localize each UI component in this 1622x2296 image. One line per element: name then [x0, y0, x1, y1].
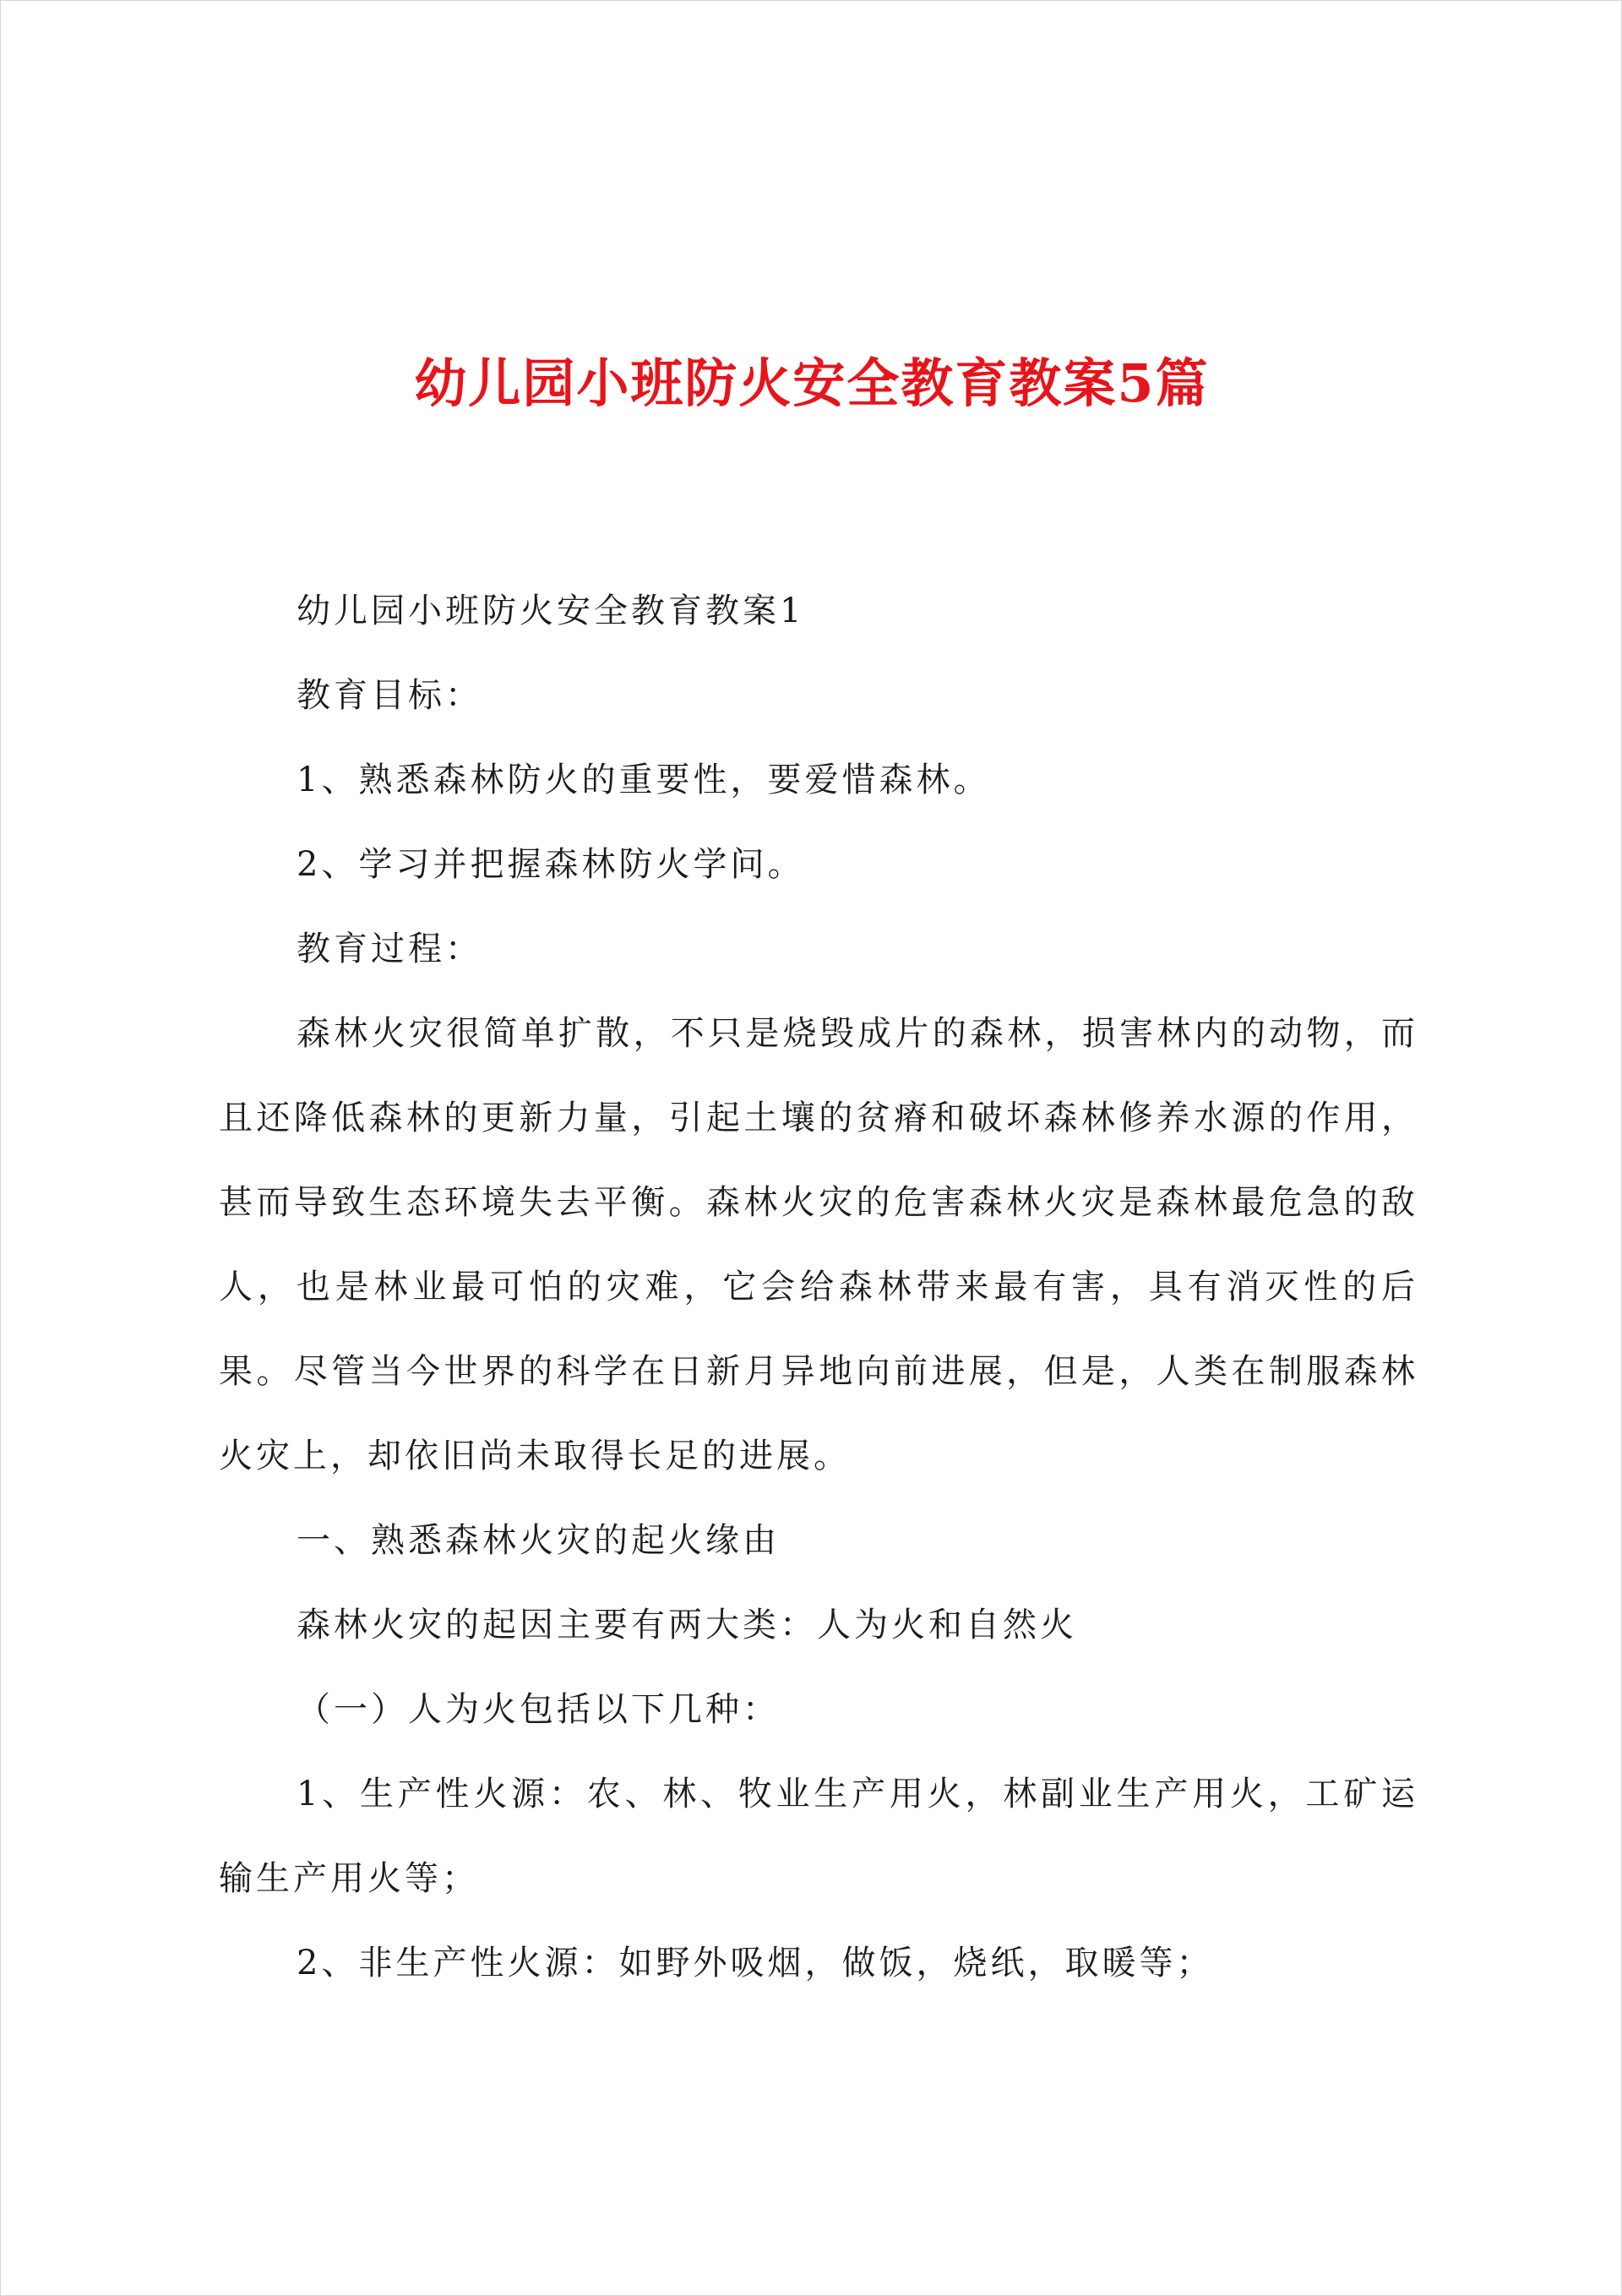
section-heading: 幼儿园小班防火安全教育教案1: [297, 592, 805, 630]
paragraph: 1、生产性火源：农、林、牧业生产用火，林副业生产用火，工矿运输生产用火等；: [219, 1775, 1418, 1898]
paragraph: 2、非生产性火源：如野外吸烟，做饭，烧纸，取暖等；: [297, 1944, 1214, 1982]
paragraph: 教育目标：: [297, 676, 482, 715]
paragraph: 森林火灾的起因主要有两大类：人为火和自然火: [297, 1606, 1077, 1644]
paragraph: 2、学习并把握森林防火学问。: [297, 845, 805, 884]
paragraph: （一）人为火包括以下几种：: [297, 1690, 780, 1729]
paragraph: 1、熟悉森林防火的重要性，要爱惜森林。: [297, 761, 991, 799]
paragraph: 森林火灾很简单扩散，不只是烧毁成片的森林，损害林内的动物，而且还降低森林的更新力量，引起土壤的贫瘠和破坏森林修养水源的作用，甚而导致生态环境失去平衡。森林火灾的危害森林火灾是森林最危急的敌人，也是林业最可怕的灾难，它会给森林带来最有害，具有消灭性的后果。尽管当今世界的科学在日新月异地向前进展，但是，人类在制服森林火灾上，却依旧尚未取得长足的进展。: [219, 1014, 1418, 1475]
paragraph: 一、熟悉森林火灾的起火缘由: [297, 1521, 780, 1560]
paragraph: 教育过程：: [297, 930, 482, 968]
document-body: [219, 569, 1418, 2005]
document-title: 幼儿园小班防火安全教育教案5篇: [414, 352, 1210, 414]
